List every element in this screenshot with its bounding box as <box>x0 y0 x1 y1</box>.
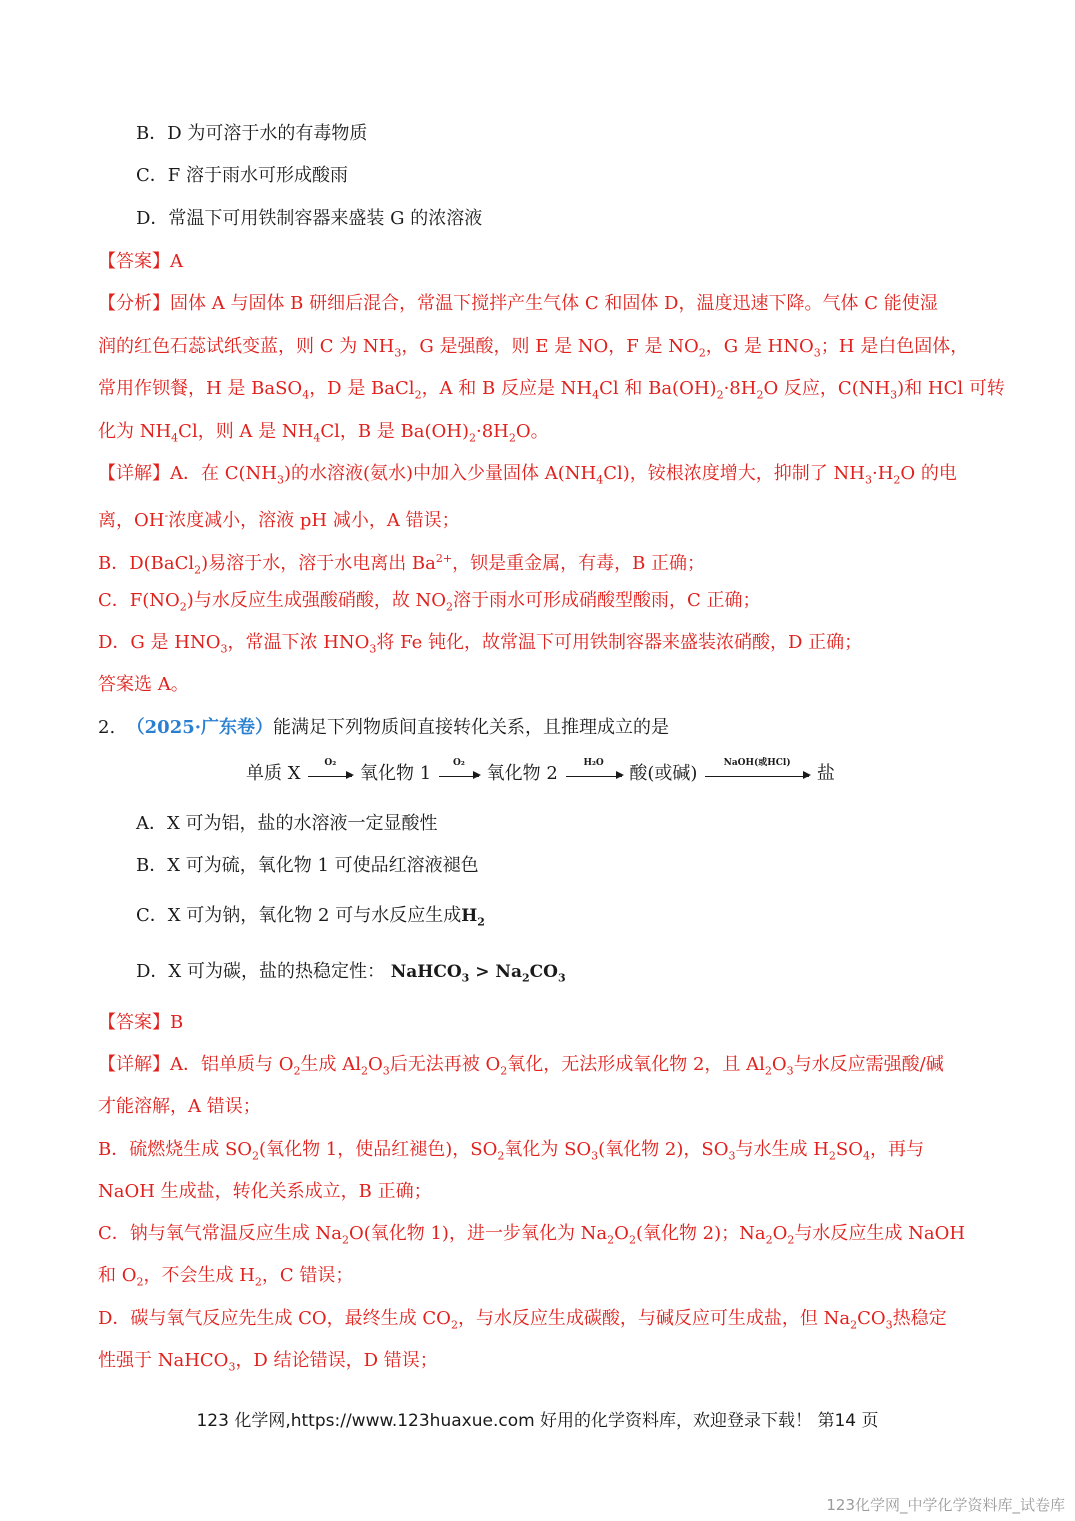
q1-detail-a-line-2: 离，OH-浓度减小，溶液 pH 减小，A 错误； <box>98 509 460 531</box>
arrow-naoh-hcl: NaOH(或HCl) <box>705 772 809 777</box>
q1-detail-d: D．G 是 $HNO_3$，常温下浓 $HNO_3$将 Fe 钝化，故常温下可用铁制容器来盛装浓硝酸，D 正确； <box>98 632 863 656</box>
q1-option-c: C．F 溶于雨水可形成酸雨 <box>136 165 348 186</box>
q1-analysis-line-4: 化为 $NH_4Cl$，则 A 是 $NH_4Cl$，B 是 $Ba(OH)_2\cdot 8H_2O$。 <box>98 421 549 445</box>
q2-detail-b-line-2: NaOH 生成盐，转化关系成立，B 正确； <box>98 1181 432 1202</box>
watermark: 123化学网_中学化学资料库_试卷库 <box>826 1496 1065 1514</box>
q2-option-d: D．X 可为碳，盐的热稳定性： NaHCO$_3$ > $Na_2CO_3$ <box>136 961 566 985</box>
q1-option-d: D．常温下可用铁制容器来盛装 G 的浓溶液 <box>136 208 483 229</box>
q1-conclusion: 答案选 A。 <box>98 674 189 695</box>
q1-analysis-line-2: 润的红色石蕊试纸变蓝，则 C 为 $NH_3$，G 是强酸，则 E 是 NO，F 是 $NO_2$，G 是 $HNO_3$；H 是白色固体， <box>98 336 969 360</box>
q1-analysis-line-1: 【分析】固体 A 与固体 B 研细后混合，常温下搅拌产生气体 C 和固体 D，温度迅速下降。气体 C 能使湿 <box>98 293 938 314</box>
q2-number: 2. <box>98 717 116 738</box>
q1-analysis-line-3: 常用作钡餐，H 是 BaSO$_4$，D 是 BaCl$_2$，A 和 B 反应是 $NH_4Cl$ 和 $Ba(OH)_2\cdot 8H_2O$ 反应，$C(NH_3)$和 HCl 可转 <box>98 378 1005 402</box>
q1-detail-c: C．$F(NO_2)$与水反应生成强酸硝酸，故 $NO_2$溶于雨水可形成硝酸型酸雨，C 正确； <box>98 590 761 614</box>
arrow-o2-1: O₂ <box>308 772 352 777</box>
analysis-tag: 【分析】 <box>98 293 170 314</box>
page-footer: 123 化学网,https://www.123huaxue.com 好用的化学资料库，欢迎登录下载！ 第14 页 <box>196 1411 879 1431</box>
q2-detail-c-line-1: C．钠与氧气常温反应生成 $Na_2O$(氧化物 1)，进一步氧化为 $Na_2O_2$(氧化物 2)；$Na_2O_2$与水反应生成 NaOH <box>98 1223 966 1247</box>
q1-detail-b: B．D(BaCl$_2$)易溶于水，溶于水电离出 $Ba^{2+}$，钡是重金属，有毒，B 正确； <box>98 552 706 577</box>
q2-option-b: B．X 可为硫，氧化物 1 可使品红溶液褪色 <box>136 855 479 876</box>
arrow-o2-2: O₂ <box>439 772 479 777</box>
q2-detail-d-line-1: D．碳与氧气反应先生成 CO，最终生成 $CO_2$，与水反应生成碳酸，与碱反应可生成盐，但 $Na_2CO_3$热稳定 <box>98 1308 947 1332</box>
q2-option-c: C．X 可为钠，氧化物 2 可与水反应生成$H_2$ <box>136 905 485 929</box>
q2-detail-b-line-1: B．硫燃烧生成 $SO_2$(氧化物 1，使品红褪色)，$SO_2$氧化为 $SO_3$(氧化物 2)，$SO_3$与水生成 $H_2SO_4$，再与 <box>98 1139 924 1163</box>
q1-detail-a-line-1: 【详解】A．在 $C(NH_3)$的水溶液(氨水)中加入少量固体 $A(NH_4Cl)$，铵根浓度增大，抑制了 $NH_3\cdot H_2O$ 的电 <box>98 463 957 487</box>
q2-answer: 【答案】B <box>98 1012 184 1033</box>
q2-detail-c-line-2: 和 $O_2$，不会生成 $H_2$，C 错误； <box>98 1265 354 1289</box>
q2-source: （2025·广东卷） <box>126 717 274 738</box>
q2-detail-a-line-2: 才能溶解，A 错误； <box>98 1096 261 1117</box>
detail-tag: 【详解】 <box>98 463 170 484</box>
q2-option-a: A．X 可为铝，盐的水溶液一定显酸性 <box>136 813 438 834</box>
arrow-h2o: H₂O <box>566 772 622 777</box>
q2-detail-a-line-1: 【详解】A．铝单质与 $O_2$生成 $Al_2O_3$后无法再被 $O_2$氧化，无法形成氧化物 2，且 $Al_2O_3$与水反应需强酸/碱 <box>98 1054 944 1078</box>
q1-answer: 【答案】A <box>98 251 183 272</box>
q2-detail-d-line-2: 性强于 NaHCO$_3$，D 结论错误，D 错误； <box>98 1350 438 1374</box>
q2-stem: 2. （2025·广东卷）能满足下列物质间直接转化关系，且推理成立的是 <box>98 717 670 738</box>
q2-conversion-scheme: 单质 X O₂ 氧化物 1 O₂ 氧化物 2 H₂O 酸(或碱) NaOH(或HCl) 盐 <box>246 757 835 784</box>
q1-option-b: B．D 为可溶于水的有毒物质 <box>136 123 368 144</box>
